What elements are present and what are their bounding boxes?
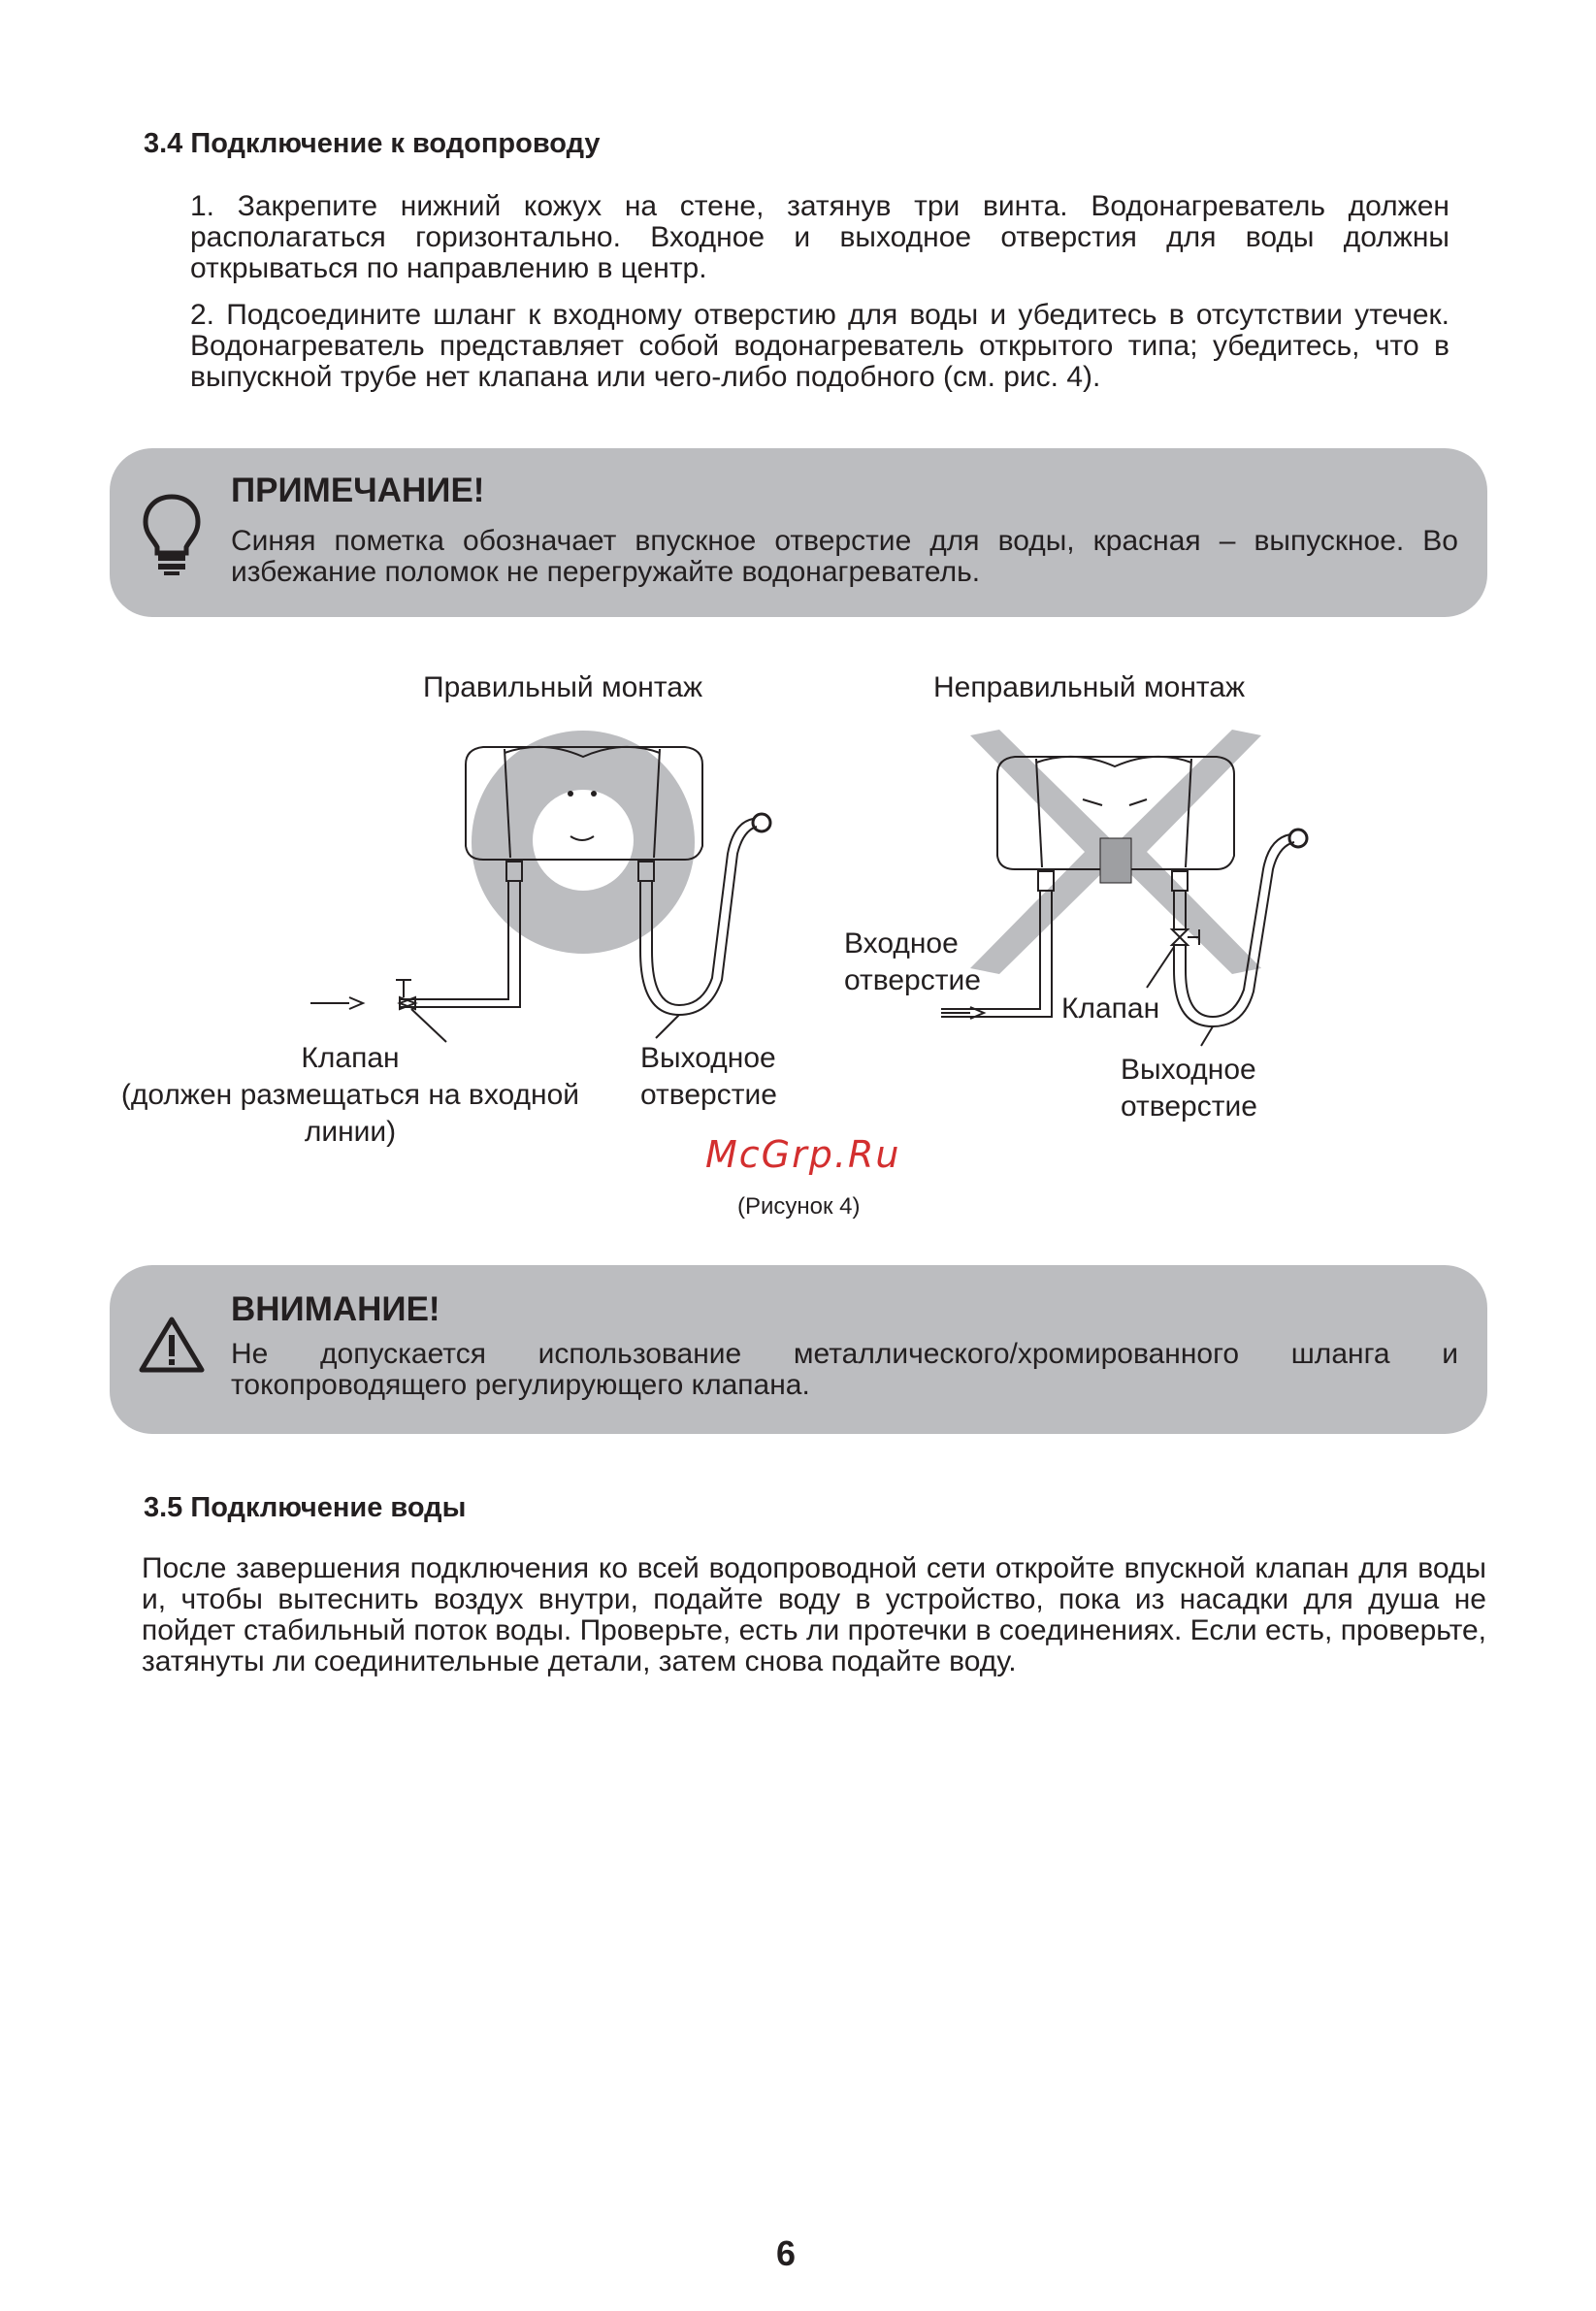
incorrect-outlet-label-line-1: Выходное: [1121, 1054, 1256, 1086]
section-34-title: 3.4 Подключение к водопроводу: [144, 128, 601, 159]
incorrect-install-title: Неправильный монтаж: [933, 671, 1246, 703]
incorrect-inlet-label-line-2: отверстие: [844, 964, 981, 996]
section-35-title: 3.5 Подключение воды: [144, 1492, 467, 1523]
correct-valve-label-line-3: линии): [304, 1116, 397, 1148]
warning-box: [110, 1265, 1487, 1434]
correct-outlet-label-line-2: отверстие: [640, 1079, 777, 1111]
warning-triangle-icon: [138, 1316, 206, 1374]
correct-outlet-label: [640, 1040, 777, 1114]
figure-caption: (Рисунок 4): [737, 1193, 861, 1220]
correct-install-diagram: [310, 718, 854, 1067]
section-34-step-1: 1. Закрепите нижний кожух на стене, затянув три винта. Водонагреватель должен располагаться горизонтально. Входное и выходное отверстия для воды должны открываться по направлению в центр.: [190, 190, 1449, 284]
section-34-step-2: 2. Подсоедините шланг к входному отверстию для воды и убедитесь в отсутствии утечек. Водонагреватель представляет собой водонагреватель открытого типа; убедитесь, что в выпускной трубе нет клапана или чего-либо подобного (см. рис. 4).: [190, 299, 1449, 393]
incorrect-install-diagram: [893, 718, 1436, 1067]
incorrect-outlet-label: [1121, 1052, 1257, 1125]
correct-valve-label-line-1: Клапан: [301, 1042, 400, 1074]
heater-body: [466, 747, 702, 860]
warning-title: ВНИМАНИЕ!: [231, 1290, 440, 1328]
correct-install-title: Правильный монтаж: [423, 671, 703, 703]
lightbulb-icon: [142, 493, 202, 576]
section-35-text: После завершения подключения ко всей водопроводной сети откройте впускной клапан для воды и, чтобы вытеснить воздух внутри, подайте воду в устройство, пока из насадки для душа не пойдет стабильный поток воды. Проверьте, есть ли протечки в соединениях. Если есть, проверьте, затянуты ли соединительные детали, затем снова подайте воду.: [142, 1552, 1486, 1677]
correct-outlet-label-line-1: Выходное: [640, 1042, 776, 1074]
incorrect-valve-label: Клапан: [1061, 993, 1160, 1025]
incorrect-inlet-label-line-1: Входное: [844, 928, 959, 960]
incorrect-outlet-label-line-2: отверстие: [1121, 1090, 1257, 1123]
warning-text: Не допускается использование металлического/хромированного шланга и токопроводящего регулирующего клапана.: [231, 1338, 1458, 1401]
correct-valve-label-line-2: (должен размещаться на входной: [120, 1079, 580, 1111]
page-number: 6: [776, 2233, 797, 2273]
note-text: Синяя пометка обозначает впускное отверстие для воды, красная – выпускное. Во избежание поломок не перегружайте водонагреватель.: [231, 525, 1458, 588]
watermark: McGrp.Ru: [705, 1133, 901, 1176]
incorrect-inlet-label: [844, 926, 981, 999]
note-box: [110, 448, 1487, 617]
note-title: ПРИМЕЧАНИЕ!: [231, 472, 485, 509]
correct-valve-label: [103, 1040, 598, 1151]
